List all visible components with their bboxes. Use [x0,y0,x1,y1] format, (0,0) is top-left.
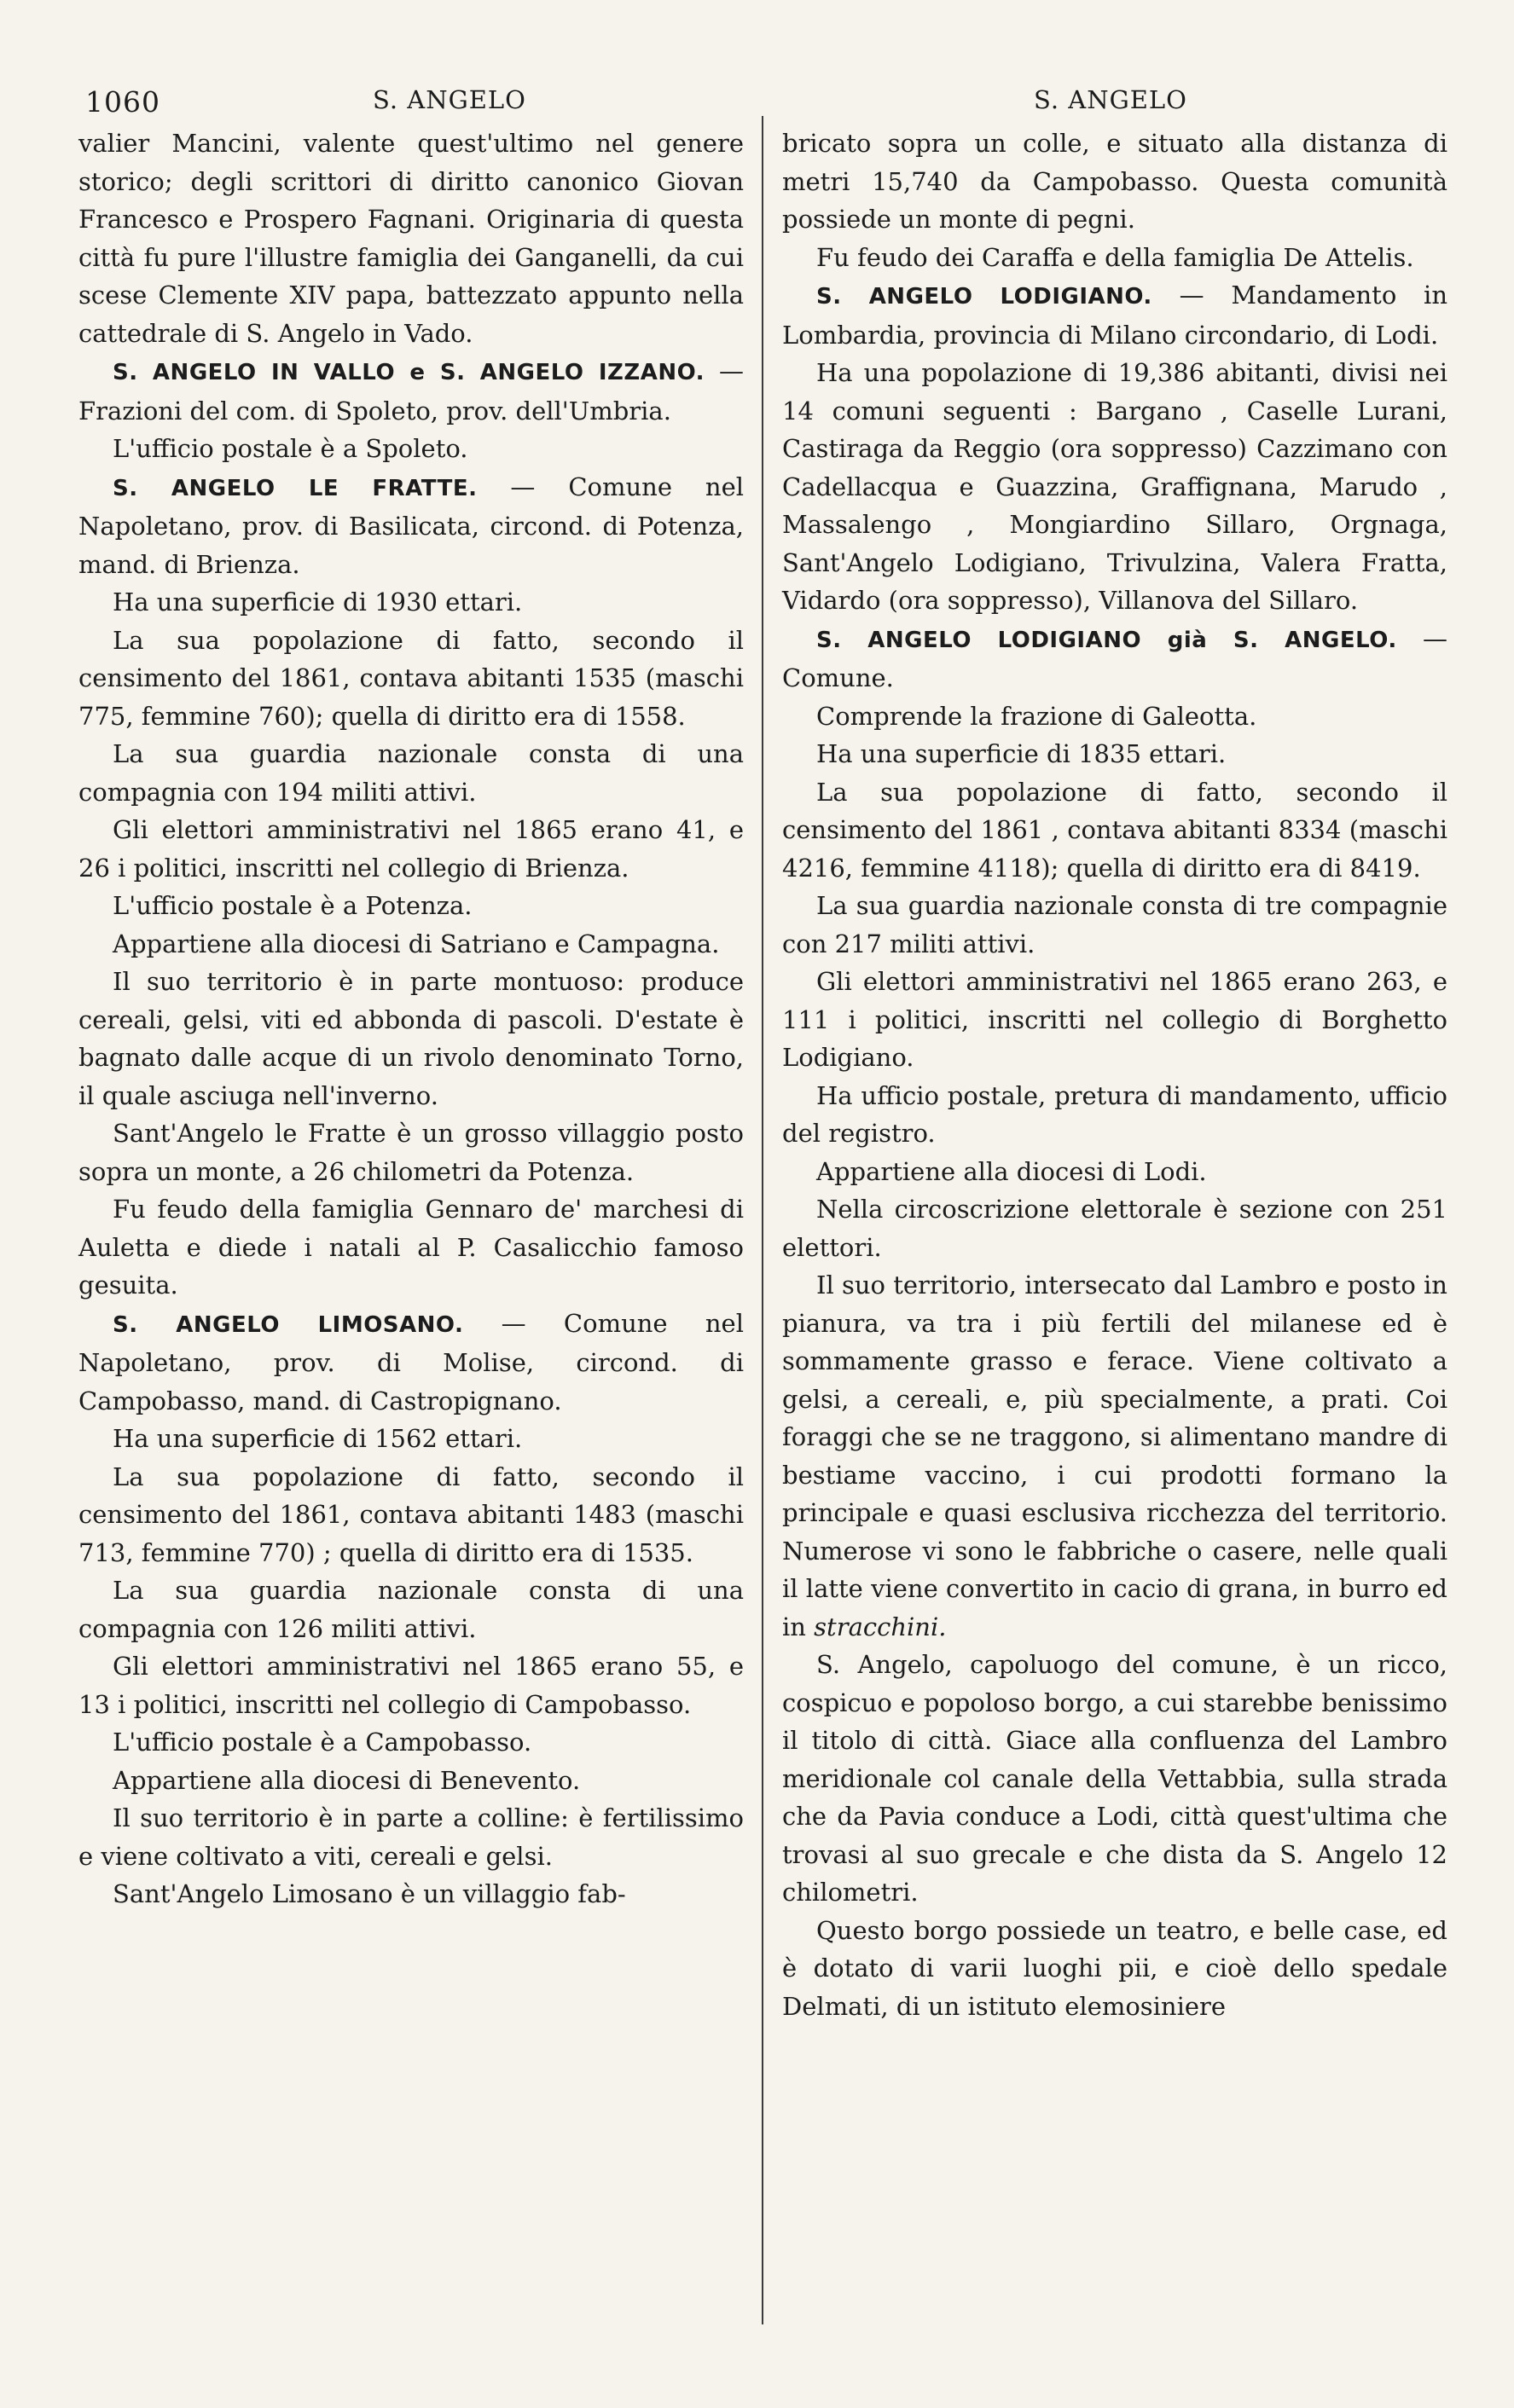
paragraph: Appartiene alla diocesi di Satriano e Campagna. [113,929,720,958]
paragraph: Ha ufficio postale, pretura di mandamento, ufficio del registro. [782,1080,1447,1148]
page-number: 1060 [85,85,160,119]
paragraph: S. Angelo, capoluogo del comune, è un ricco, cospicuo e popoloso borgo, a cui starebbe benissimo il titolo di città. Giace alla confluenza del Lambro meridionale col canale della Vettabbia, sulla strada che da Pavia conduce a Lodi, città quest'ultima che trovasi al suo grecale e che dista da S. Angelo 12 chilometri. [782,1650,1447,1907]
entry-headword: S. ANGELO LODIGIANO già S. ANGELO. [816,627,1397,653]
entry-description: — Mandamento in Lombardia, provincia di Milano circondario, di Lodi. [782,281,1448,350]
entry-headword: S. ANGELO LE FRATTE. [113,475,478,501]
paragraph: valier Mancini, valente quest'ultimo nel genere storico; degli scrittori di diritto canonico Giovan Francesco e Prospero Fagnani. Originaria di questa città fu pure l'illustre famiglia dei Ganganelli, da cui scese Clemente XIV papa, battezzato appunto nella cattedrale di S. Angelo in Vado. [78,129,744,348]
paragraph: La sua guardia nazionale consta di una compagnia con 126 militi attivi. [78,1576,744,1643]
paragraph: L'ufficio postale è a Campobasso. [113,1728,532,1757]
entry-s-angelo-lodigiano-comune [782,620,1447,698]
paragraph: Fu feudo dei Caraffa e della famiglia De Attelis. [816,242,1414,272]
running-head-right: S. ANGELO [1034,85,1187,114]
paragraph [782,1266,1447,1646]
paragraph-text: Il suo territorio, intersecato dal Lambro e posto in pianura, va tra i più fertili del milanese ed è sommamente grasso e ferace. Viene coltivato a gelsi, a cereali, e, più specialmente, a prati. Coi foraggi che se ne traggono, si alimentano mandre di bestiame vaccino, i cui prodotti formano la principale e quasi esclusiva ricchezza del territorio. Numerose vi sono le fabbriche o casere, nelle quali il latte viene convertito in cacio di grana, in burro ed in [782,1271,1447,1641]
entry-s-angelo-in-vallo [78,352,744,430]
paragraph: La sua popolazione di fatto, secondo il censimento del 1861, contava abitanti 1483 (maschi 713, femmine 770) ; quella di diritto era di 1535. [78,1462,744,1567]
entry-headword: S. ANGELO LODIGIANO. [816,284,1152,310]
right-column [782,124,1447,2025]
entry-description: — Comune nel Napoletano, prov. di Molise, circond. di Campobasso, mand. di Castropignano. [78,1308,744,1415]
paragraph: Gli elettori amministrativi nel 1865 erano 263, e 111 i politici, inscritti nel collegio di Borghetto Lodigiano. [782,967,1447,1072]
paragraph: Ha una superficie di 1562 ettari. [113,1424,523,1453]
paragraph: bricato sopra un colle, e situato alla distanza di metri 15,740 da Campobasso. Questa comunità possiede un monte di pegni. [782,129,1447,234]
paragraph: Il suo territorio è in parte montuoso: produce cereali, gelsi, viti ed abbonda di pascoli. D'estate è bagnato dalle acque di un rivolo denominato Torno, il quale asciuga nell'inverno. [78,967,744,1110]
paragraph: Il suo territorio è in parte a colline: è fertilissimo e viene coltivato a viti, cereali e gelsi. [78,1803,744,1871]
paragraph: La sua guardia nazionale consta di tre compagnie con 217 militi attivi. [782,891,1447,958]
left-column [78,124,744,1913]
paragraph: Gli elettori amministrativi nel 1865 erano 41, e 26 i politici, inscritti nel collegio di Brienza. [78,815,744,883]
entry-s-angelo-lodigiano-mandamento [782,276,1447,354]
paragraph: Appartiene alla diocesi di Lodi. [816,1156,1207,1186]
paragraph: Ha una superficie di 1930 ettari. [113,588,523,616]
paragraph: Questo borgo possiede un teatro, e belle case, ed è dotato di varii luoghi pii, e cioè dello spedale Delmati, di un istituto elemosiniere [782,1915,1447,2021]
entry-description: — Frazioni del com. di Spoleto, prov. dell'Umbria. [78,356,745,425]
entry-headword: S. ANGELO LIMOSANO. [113,1311,464,1338]
paragraph: Sant'Angelo le Fratte è un grosso villaggio posto sopra un monte, a 26 chilometri da Potenza. [78,1119,744,1186]
paragraph: Comprende la frazione di Galeotta. [816,701,1257,731]
paragraph: Appartiene alla diocesi di Benevento. [113,1765,581,1795]
paragraph: L'ufficio postale è a Potenza. [113,891,473,920]
entry-description: — Comune nel Napoletano, prov. di Basilicata, circond. di Potenza, mand. di Brienza. [78,472,745,579]
paragraph: Sant'Angelo Limosano è un villaggio fab- [113,1879,626,1908]
entry-description: — Comune. [782,623,1448,692]
entry-s-angelo-le-fratte [78,468,744,584]
paragraph: La sua popolazione di fatto, secondo il censimento del 1861 , contava abitanti 8334 (maschi 4216, femmine 4118); quella di diritto era di 8419. [782,777,1447,883]
paragraph: Ha una popolazione di 19,386 abitanti, divisi nei 14 comuni seguenti : Bargano , Caselle Lurani, Castiraga da Reggio (ora soppresso) Cazzimano con Cadellacqua e Guazzina, Graffignana, Marudo , Massalengo , Mongiardino Sillaro, Orgnaga, Sant'Angelo Lodigiano, Trivulzina, Valera Fratta, Vidardo (ora soppresso), Villanova del Sillaro. [782,358,1447,615]
italic-term: stracchini. [814,1612,947,1641]
paragraph: L'ufficio postale è a Spoleto. [113,434,468,463]
paragraph: Gli elettori amministrativi nel 1865 erano 55, e 13 i politici, inscritti nel collegio di Campobasso. [78,1652,744,1719]
running-head-left: S. ANGELO [373,85,526,114]
paragraph: La sua popolazione di fatto, secondo il censimento del 1861, contava abitanti 1535 (maschi 775, femmine 760); quella di diritto era di 1558. [78,625,744,731]
book-page [78,85,1452,2302]
paragraph: Fu feudo della famiglia Gennaro de' marchesi di Auletta e diede i natali al P. Casalicchio famoso gesuita. [78,1195,744,1300]
entry-headword: S. ANGELO IN VALLO e S. ANGELO IZZANO. [113,360,705,385]
paragraph: La sua guardia nazionale consta di una compagnia con 194 militi attivi. [78,739,744,807]
paragraph: Nella circoscrizione elettorale è sezione con 251 elettori. [782,1195,1447,1262]
column-divider [762,116,763,2324]
paragraph: Ha una superficie di 1835 ettari. [816,739,1227,768]
entry-s-angelo-limosano [78,1305,744,1421]
